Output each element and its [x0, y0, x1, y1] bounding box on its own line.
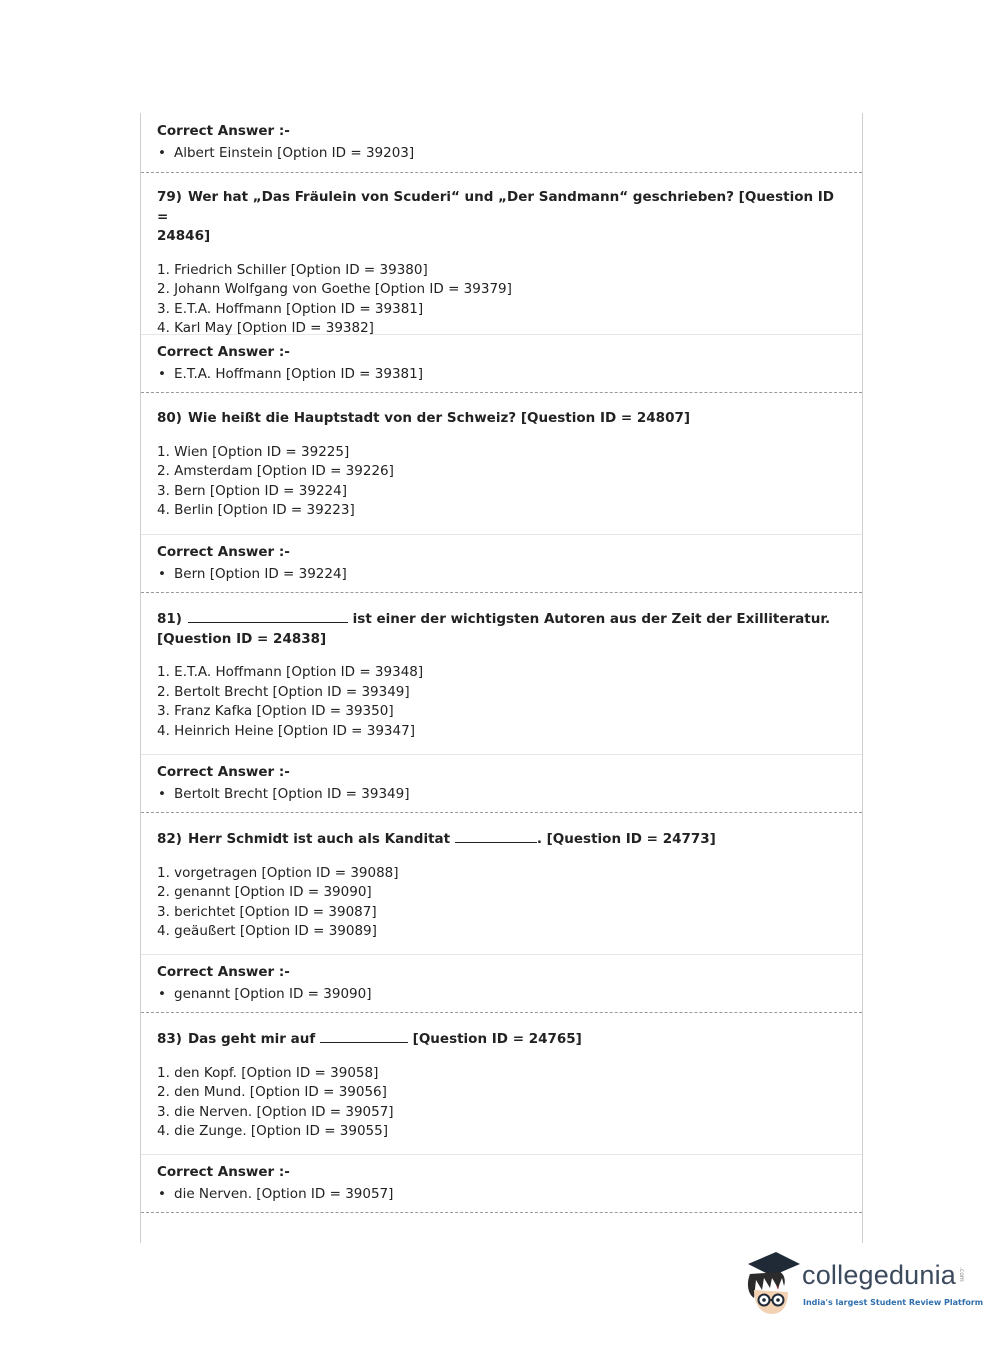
option-item: 2. Johann Wolfgang von Goethe [Option ID = 39379] — [157, 281, 512, 298]
option-item: 3. Bern [Option ID = 39224] — [157, 482, 347, 499]
option-list — [157, 261, 846, 339]
question-block-82 — [141, 813, 862, 954]
option-list — [157, 443, 846, 521]
option-item: 1. E.T.A. Hoffmann [Option ID = 39348] — [157, 664, 424, 680]
option-item: 3. E.T.A. Hoffmann [Option ID = 39381] — [157, 300, 424, 317]
logo-tagline: India's largest Student Review Platform — [803, 1298, 984, 1307]
mascot-graduation-cap-icon — [742, 1250, 802, 1316]
answer-block — [141, 113, 862, 172]
question-number: 82) — [157, 831, 182, 847]
logo-domain: .com — [958, 1267, 965, 1282]
answer-heading: Correct Answer :- — [157, 964, 290, 980]
answer-item: • die Nerven. [Option ID = 39057] — [157, 1185, 846, 1205]
answer-blank — [455, 829, 537, 843]
question-number: 81) — [157, 611, 182, 627]
answer-list — [157, 785, 846, 805]
collegedunia-logo — [742, 1250, 984, 1320]
option-item: 1. Friedrich Schiller [Option ID = 39380] — [157, 261, 428, 278]
option-item: 2. Amsterdam [Option ID = 39226] — [157, 463, 394, 480]
answer-heading: Correct Answer :- — [157, 1164, 290, 1180]
answer-block — [141, 535, 862, 592]
option-item: 1. vorgetragen [Option ID = 39088] — [157, 864, 399, 881]
answer-item: • Bertolt Brecht [Option ID = 39349] — [157, 785, 846, 805]
answer-item: • Bern [Option ID = 39224] — [157, 565, 846, 585]
answer-block — [141, 755, 862, 812]
option-item: 4. Karl May [Option ID = 39382] — [157, 320, 374, 337]
option-list — [157, 663, 846, 741]
answer-blank — [188, 609, 348, 623]
answer-heading: Correct Answer :- — [157, 123, 290, 139]
option-item: 3. die Nerven. [Option ID = 39057] — [157, 1103, 394, 1120]
answer-list — [157, 565, 846, 585]
answer-blank — [320, 1029, 408, 1043]
option-item: 4. geäußert [Option ID = 39089] — [157, 923, 377, 940]
question-block-79 — [141, 173, 862, 337]
option-item: 2. den Mund. [Option ID = 39056] — [157, 1084, 387, 1101]
answer-list — [157, 985, 846, 1005]
question-sheet — [140, 113, 863, 1243]
question-text-cont: 24846] — [157, 228, 211, 244]
question-text: 80) Wie heißt die Hauptstadt von der Schweiz? [Question ID = 24807] — [157, 409, 846, 429]
logo-wordmark: collegedunia — [802, 1260, 957, 1290]
answer-list — [157, 144, 846, 164]
answer-heading: Correct Answer :- — [157, 344, 290, 360]
question-number: 83) — [157, 1031, 182, 1047]
question-text: 83) Das geht mir auf [Question ID = 24765] — [157, 1029, 846, 1050]
option-item: 1. Wien [Option ID = 39225] — [157, 443, 350, 460]
question-divider — [141, 1212, 862, 1213]
question-block-80 — [141, 393, 862, 534]
question-block-83 — [141, 1013, 862, 1154]
answer-block — [141, 1155, 862, 1212]
option-list — [157, 864, 846, 942]
option-item: 2. Bertolt Brecht [Option ID = 39349] — [157, 683, 410, 700]
answer-block — [141, 955, 862, 1012]
answer-list — [157, 1185, 846, 1205]
option-item: 3. berichtet [Option ID = 39087] — [157, 903, 377, 920]
question-text: 79) Wer hat „Das Fräulein von Scuderi“ und „Der Sandmann“ geschrieben? [Question ID = 24846] — [157, 189, 835, 244]
answer-list — [157, 365, 846, 385]
answer-item: • Albert Einstein [Option ID = 39203] — [157, 144, 846, 164]
answer-item: • E.T.A. Hoffmann [Option ID = 39381] — [157, 365, 846, 385]
question-text-cont: [Question ID = 24838] — [157, 630, 327, 647]
question-number: 79) — [157, 189, 182, 205]
answer-heading: Correct Answer :- — [157, 544, 290, 560]
question-block-81 — [141, 593, 862, 754]
option-item: 4. Berlin [Option ID = 39223] — [157, 502, 355, 519]
question-number: 80) — [157, 410, 182, 426]
option-item: 3. Franz Kafka [Option ID = 39350] — [157, 703, 394, 720]
answer-heading: Correct Answer :- — [157, 764, 290, 780]
option-item: 1. den Kopf. [Option ID = 39058] — [157, 1064, 379, 1081]
option-list — [157, 1064, 846, 1142]
option-item: 2. genannt [Option ID = 39090] — [157, 884, 372, 901]
question-text: 81) ist einer der wichtigsten Autoren aus der Zeit der Exilliteratur. [Question ID = 24838] — [157, 611, 831, 647]
option-item: 4. Heinrich Heine [Option ID = 39347] — [157, 722, 415, 739]
answer-item: • genannt [Option ID = 39090] — [157, 985, 846, 1005]
question-text: 82) Herr Schmidt ist auch als Kanditat . [Question ID = 24773] — [157, 829, 846, 850]
answer-block — [141, 335, 862, 392]
option-item: 4. die Zunge. [Option ID = 39055] — [157, 1123, 389, 1140]
